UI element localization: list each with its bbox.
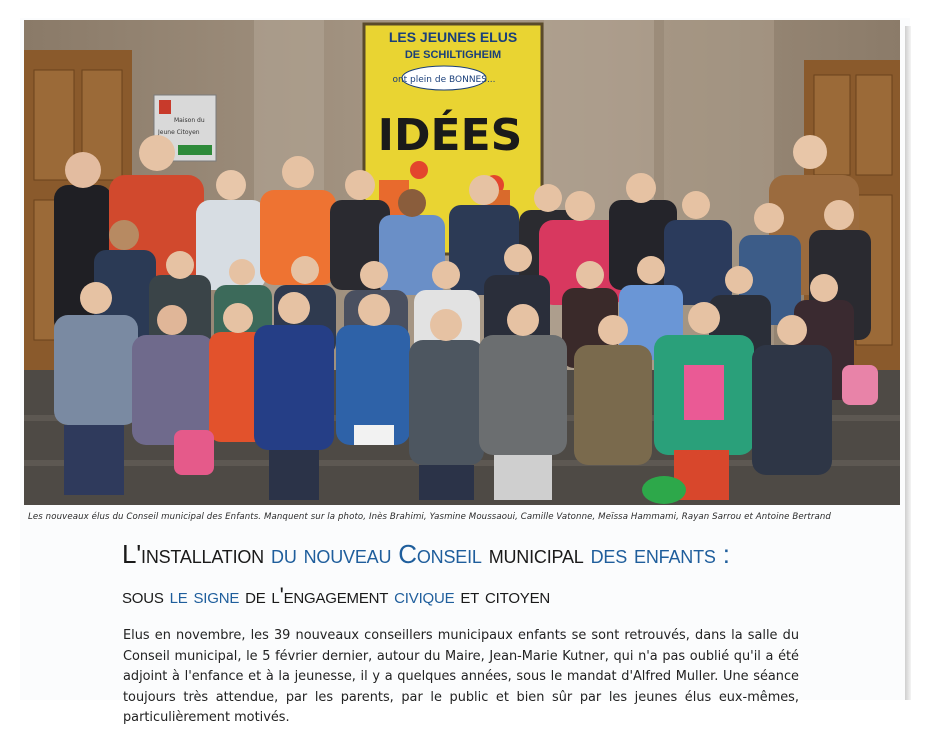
pink-bag	[174, 430, 214, 475]
sign-main-text: Jeune Citoyen	[158, 129, 200, 136]
article-body	[123, 626, 799, 729]
headline-part: le signe	[169, 583, 240, 608]
headline-part: des enfants	[590, 539, 716, 569]
headline-part: municipal	[481, 539, 591, 569]
headline-part: et citoyen	[454, 583, 551, 608]
poster-line1: LES JEUNES ELUS	[388, 29, 518, 45]
page-edge-shadow	[905, 26, 911, 700]
headline-part: du nouveau	[271, 539, 399, 569]
poster-big-word: IDÉES	[377, 110, 523, 161]
headline-part: :	[715, 539, 730, 569]
headline-line-1	[122, 534, 822, 574]
headline-part: L'installation	[122, 539, 272, 569]
article-headline	[122, 534, 822, 616]
headline-line-2	[122, 576, 822, 616]
headline-part: civique	[394, 583, 455, 608]
headline-part: sous	[122, 583, 170, 608]
sign-top-text: Maison du	[174, 117, 205, 124]
photo-caption: Les nouveaux élus du Conseil municipal des Enfants. Manquent sur la photo, Inès Brahimi, Yasmine Moussaoui, Camille Vatonne, Meïssa Hammami, Rayan Sarrou et Antoine Bertrand	[28, 512, 831, 522]
group-photo	[24, 20, 900, 505]
poster-line3: ont plein de BONNES...	[392, 75, 496, 85]
headline-part: de l'engagement	[239, 583, 395, 608]
article-paragraph: Elus en novembre, les 39 nouveaux conseillers municipaux enfants se sont retrouvés, dans la salle du Conseil municipal, le 5 février dernier, autour du Maire, Jean-Marie Kutner, qui n'a pas oublié qu'il a été adjoint à l'enfance et à la jeunesse, il y a quelques années, sous le mandat d'Alfred Muller. Une séance toujours très attendue, par les parents, par le public et bien sûr par les jeunes élus eux-mêmes, particulièrement motivés.	[123, 628, 799, 725]
headline-part: Conseil	[398, 539, 482, 569]
poster-line2: DE SCHILTIGHEIM	[404, 49, 502, 61]
group-photo-illustration	[24, 20, 900, 505]
